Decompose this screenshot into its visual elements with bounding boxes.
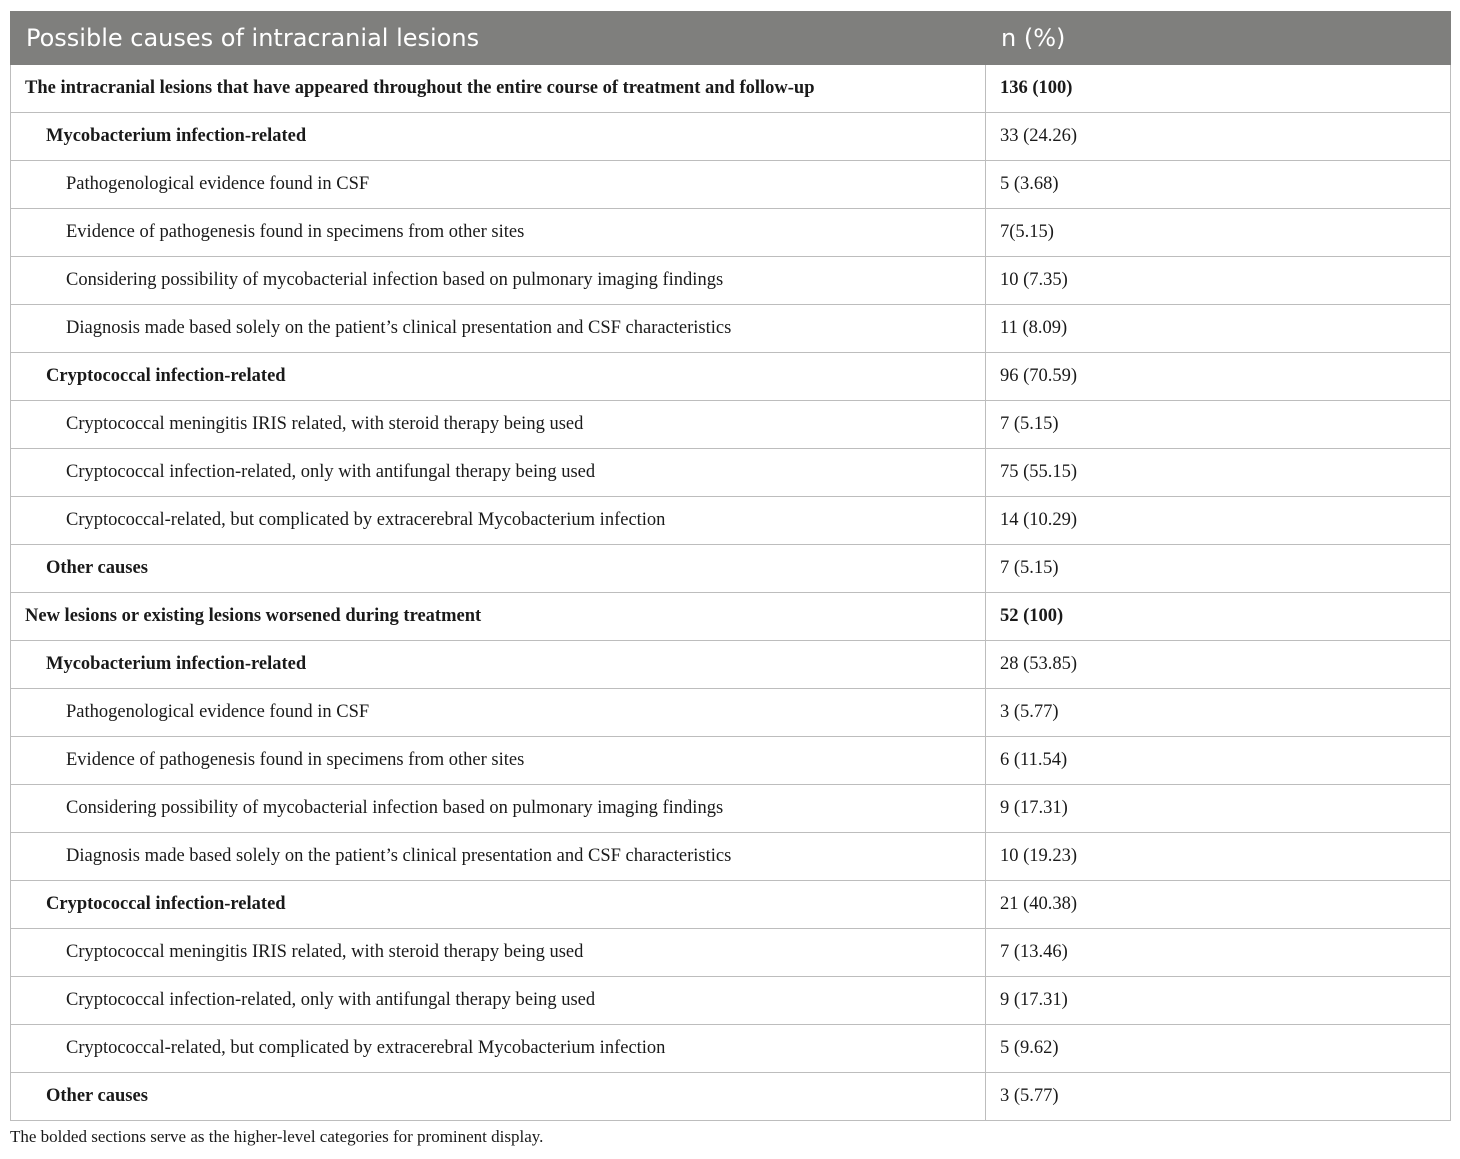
row-label: Other causes: [11, 545, 986, 593]
row-value: 21 (40.38): [986, 881, 1451, 929]
row-label: Cryptococcal infection-related: [11, 353, 986, 401]
row-label: Considering possibility of mycobacterial infection based on pulmonary imaging findings: [11, 257, 986, 305]
row-value: 3 (5.77): [986, 689, 1451, 737]
row-label: Cryptococcal-related, but complicated by extracerebral Mycobacterium infection: [11, 1025, 986, 1073]
row-label: New lesions or existing lesions worsened during treatment: [11, 593, 986, 641]
table-header-row: [11, 12, 1451, 65]
row-label: Evidence of pathogenesis found in specimens from other sites: [11, 737, 986, 785]
table-row: [11, 737, 1451, 785]
row-value: 14 (10.29): [986, 497, 1451, 545]
row-label: Cryptococcal meningitis IRIS related, with steroid therapy being used: [11, 401, 986, 449]
table-row: [11, 113, 1451, 161]
table-row: [11, 641, 1451, 689]
row-value: 10 (7.35): [986, 257, 1451, 305]
row-value: 6 (11.54): [986, 737, 1451, 785]
row-label: The intracranial lesions that have appeared throughout the entire course of treatment and follow-up: [11, 65, 986, 113]
row-value: 7 (5.15): [986, 545, 1451, 593]
row-label: Pathogenological evidence found in CSF: [11, 161, 986, 209]
table-row: [11, 497, 1451, 545]
row-label: Mycobacterium infection-related: [11, 113, 986, 161]
row-label: Cryptococcal infection-related, only with antifungal therapy being used: [11, 449, 986, 497]
table-row: [11, 833, 1451, 881]
table-row: [11, 785, 1451, 833]
row-value: 9 (17.31): [986, 785, 1451, 833]
row-label: Diagnosis made based solely on the patient’s clinical presentation and CSF characteristics: [11, 305, 986, 353]
table-row: [11, 449, 1451, 497]
row-value: 7(5.15): [986, 209, 1451, 257]
table-row: [11, 881, 1451, 929]
intracranial-lesion-causes-table: [10, 11, 1451, 1121]
row-value: 33 (24.26): [986, 113, 1451, 161]
row-label: Considering possibility of mycobacterial infection based on pulmonary imaging findings: [11, 785, 986, 833]
row-value: 10 (19.23): [986, 833, 1451, 881]
row-value: 136 (100): [986, 65, 1451, 113]
row-label: Cryptococcal infection-related, only with antifungal therapy being used: [11, 977, 986, 1025]
table-row: [11, 1025, 1451, 1073]
table-row: [11, 257, 1451, 305]
table-row: [11, 689, 1451, 737]
row-value: 5 (9.62): [986, 1025, 1451, 1073]
table-row: [11, 1073, 1451, 1121]
table-row: [11, 353, 1451, 401]
table-row: [11, 977, 1451, 1025]
header-label-column: Possible causes of intracranial lesions: [11, 12, 986, 65]
row-value: 5 (3.68): [986, 161, 1451, 209]
table-row: [11, 209, 1451, 257]
row-label: Cryptococcal-related, but complicated by extracerebral Mycobacterium infection: [11, 497, 986, 545]
row-label: Mycobacterium infection-related: [11, 641, 986, 689]
row-label: Cryptococcal meningitis IRIS related, with steroid therapy being used: [11, 929, 986, 977]
row-value: 96 (70.59): [986, 353, 1451, 401]
row-label: Evidence of pathogenesis found in specimens from other sites: [11, 209, 986, 257]
table-footnote: The bolded sections serve as the higher-level categories for prominent display.: [10, 1127, 544, 1146]
row-value: 7 (13.46): [986, 929, 1451, 977]
header-value-column: n (%): [986, 12, 1451, 65]
table-row: [11, 65, 1451, 113]
row-value: 75 (55.15): [986, 449, 1451, 497]
row-label: Other causes: [11, 1073, 986, 1121]
row-value: 52 (100): [986, 593, 1451, 641]
table-row: [11, 161, 1451, 209]
row-value: 28 (53.85): [986, 641, 1451, 689]
table-row: [11, 929, 1451, 977]
row-value: 3 (5.77): [986, 1073, 1451, 1121]
table-row: [11, 593, 1451, 641]
table-row: [11, 401, 1451, 449]
row-value: 11 (8.09): [986, 305, 1451, 353]
row-value: 9 (17.31): [986, 977, 1451, 1025]
table-body: [11, 65, 1451, 1121]
row-value: 7 (5.15): [986, 401, 1451, 449]
table-row: [11, 545, 1451, 593]
causes-table-container: [10, 11, 1450, 1121]
table-row: [11, 305, 1451, 353]
row-label: Cryptococcal infection-related: [11, 881, 986, 929]
row-label: Diagnosis made based solely on the patient’s clinical presentation and CSF characteristics: [11, 833, 986, 881]
row-label: Pathogenological evidence found in CSF: [11, 689, 986, 737]
